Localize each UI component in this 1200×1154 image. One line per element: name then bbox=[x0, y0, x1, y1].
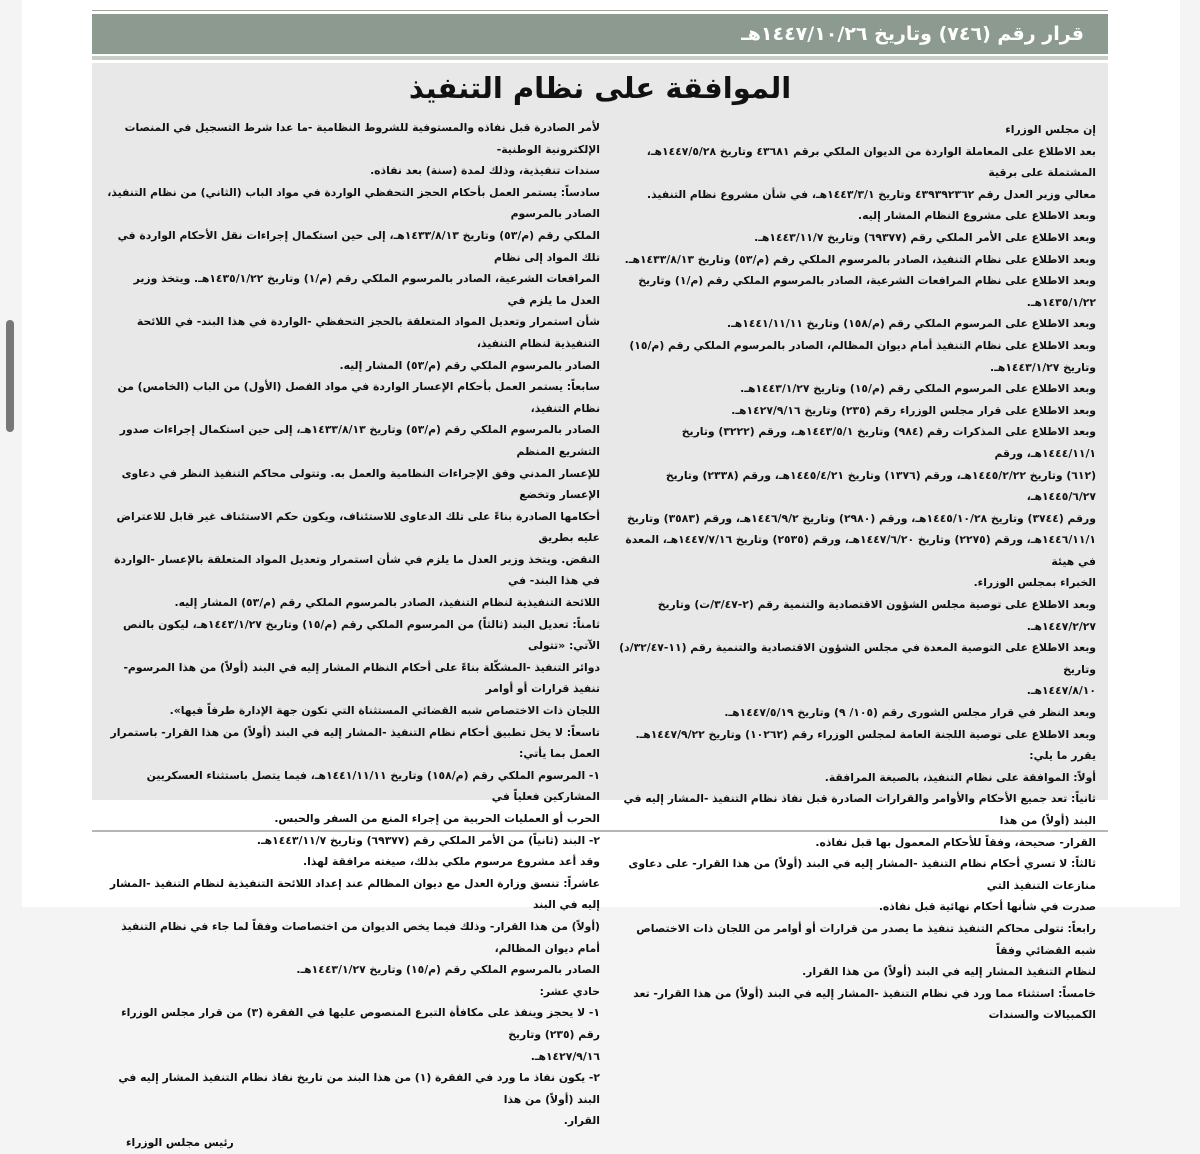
text-line: وبعد الاطلاع على نظام التنفيذ، الصادر بالمرسوم الملكي رقم (م/٥٣) وتاريخ ١٤٣٣/٨/١٣هـ. bbox=[624, 252, 1096, 266]
text-line: ١٤٢٧/٩/١٦هـ. bbox=[530, 1049, 600, 1063]
text-line: ١- لا يحجز وينفذ على مكافأة التبرع المنصوص عليها في الفقرة (٣) من قرار مجلس الوزراء رقم (٢٣٥) وتاريخ bbox=[121, 1006, 600, 1041]
text-line: الملكي رقم (م/٥٣) وتاريخ ١٤٣٣/٨/١٣هـ، إلى حين استكمال إجراءات نقل الأحكام الواردة في تلك المواد إلى نظام bbox=[117, 228, 600, 264]
text-line: الخبراء بمجلس الوزراء. bbox=[973, 576, 1096, 590]
text-line: الحرب أو العمليات الحربية من إجراء المنع من السفر والحبس. bbox=[274, 812, 600, 825]
decision-header bbox=[92, 14, 1108, 54]
text-line: وبعد الاطلاع على المرسوم الملكي رقم (م/١٥) وتاريخ ١٤٤٣/١/٢٧هـ. bbox=[740, 382, 1096, 396]
text-line: وبعد الاطلاع على توصية اللجنة العامة لمجلس الوزراء رقم (١٠٢٦٢) وتاريخ ١٤٤٧/٩/٢٢هـ. bbox=[635, 727, 1096, 741]
text-line: وبعد الاطلاع على نظام التنفيذ أمام ديوان المظالم، الصادر بالمرسوم الملكي رقم (م/١٥) وتاريخ ١٤٤٣/١/٢٧هـ. bbox=[629, 338, 1096, 374]
text-line: للإعسار المدني وفق الإجراءات النظامية والعمل به. وتتولى محاكم التنفيذ النظر في دعاوى الإعسار وتخضع bbox=[121, 466, 600, 502]
text-line: شأن استمرار وتعديل المواد المتعلقة بالحجز التحفظي -الواردة في هذا البند- في اللائحة التنفيذية لنظام التنفيذ، bbox=[136, 315, 600, 350]
text-line: عاشراً: تنسق وزارة العدل مع ديوان المظالم عند إعداد اللائحة التنفيذية لنظام التنفيذ -المشار إليه في البند bbox=[109, 876, 600, 912]
text-line: لنظام التنفيذ المشار إليه في البند (أولاً) من هذا القرار. bbox=[802, 965, 1096, 979]
text-line: أولاً: الموافقة على نظام التنفيذ، بالصيغة المرافقة. bbox=[824, 770, 1096, 784]
text-line: حادي عشر: bbox=[539, 984, 600, 998]
text-line: وبعد الاطلاع على نظام المرافعات الشرعية، الصادر بالمرسوم الملكي رقم (م/١) وتاريخ ١٤٣٥/١/٢٢هـ. bbox=[638, 274, 1096, 309]
text-line: الصادر بالمرسوم الملكي رقم (م/٥٣) وتاريخ ١٤٣٣/٨/١٣هـ، إلى حين استكمال إجراءات صدور التشريع المنظم bbox=[119, 423, 600, 458]
text-line: وقد أعد مشروع مرسوم ملكي بذلك، صيغته مرافقة لهذا. bbox=[303, 855, 600, 869]
text-line: ١- المرسوم الملكي رقم (م/١٥٨) وتاريخ ١٤٤١/١١/١١هـ، فيما يتصل باستثناء العسكريين المشاركين فعلياً في bbox=[146, 768, 600, 804]
text-line: وبعد الاطلاع على توصية مجلس الشؤون الاقتصادية والتنمية رقم (٢-٣/٤٧/ت) وتاريخ ١٤٤٧/٢/٢٧هـ. bbox=[657, 598, 1096, 633]
text-line: وبعد النظر في قرار مجلس الشورى رقم (١٠٥/ ٩) وتاريخ ١٤٤٧/٥/١٩هـ. bbox=[724, 706, 1096, 720]
text-line: ٢- يكون نفاذ ما ورد في الفقرة (١) من هذا البند من تاريخ نفاذ نظام التنفيذ المشار إليه في البند (أولاً) من هذا bbox=[118, 1071, 600, 1106]
text-line: دوائر التنفيذ -المشكّلة بناءً على أحكام النظام المشار إليه في البند (أولاً) من هذا المرسوم- تنفيذ قرارات أو أوامر bbox=[123, 660, 600, 696]
text-line: سادساً: يستمر العمل بأحكام الحجز التحفظي الواردة في مواد الباب (الثاني) من نظام التنفيذ، الصادر بالمرسوم bbox=[107, 185, 600, 221]
text-line: اللجان ذات الاختصاص شبه القضائي المستثناة التي تكون جهة الإدارة طرفاً فيها». bbox=[169, 704, 600, 718]
document-body bbox=[92, 63, 1108, 1149]
header-separator bbox=[92, 56, 1108, 60]
text-line: (٦١٢) وتاريخ ١٤٤٥/٢/٢٢هـ، ورقم (١٣٧٦) وتاريخ ١٤٤٥/٤/٢١هـ، ورقم (٢٣٣٨) وتاريخ ١٤٤٥/٦/٢٧هـ، bbox=[665, 468, 1096, 504]
text-line: سابعاً: يستمر العمل بأحكام الإعسار الواردة في مواد الفصل (الأول) من الباب (الخامس) من نظام التنفيذ، bbox=[117, 380, 600, 415]
top-rule bbox=[92, 10, 1108, 11]
text-line: الصادر بالمرسوم الملكي رقم (م/٥٣) المشار إليه. bbox=[339, 358, 600, 372]
text-line: وبعد الاطلاع على المرسوم الملكي رقم (م/١٥٨) وتاريخ ١٤٤١/١١/١١هـ. bbox=[727, 317, 1096, 331]
text-line: وبعد الاطلاع على الأمر الملكي رقم (٦٩٣٧٧) وتاريخ ١٤٤٣/١١/٧هـ. bbox=[754, 230, 1096, 244]
text-line: الصادر بالمرسوم الملكي رقم (م/١٥) وتاريخ ١٤٤٣/١/٢٧هـ. bbox=[296, 963, 600, 977]
text-line: ثامناً: تعديل البند (ثالثاً) من المرسوم الملكي رقم (م/١٥) وتاريخ ١٤٤٣/١/٢٧هـ، ليكون بالنص الآتي: «تتولى bbox=[123, 617, 600, 653]
text-line: يقرر ما يلي: bbox=[1029, 749, 1096, 763]
text-line: إن مجلس الوزراء bbox=[1005, 123, 1096, 136]
bottom-rule bbox=[92, 830, 1108, 832]
text-line: أحكامها الصادرة بناءً على تلك الدعاوى للاستئناف، ويكون حكم الاستئناف غير قابل للاعتراض عليه بطريق bbox=[116, 509, 600, 545]
text-line: لأمر الصادرة قبل نفاذه والمستوفية للشروط النظامية -ما عدا شرط التسجيل في المنصات الإلكترونية الوطنية- bbox=[124, 121, 600, 156]
text-line: القرار. bbox=[563, 1114, 600, 1128]
text-line: معالي وزير العدل رقم ٤٣٩٣٩٢٣٦٢ وتاريخ ١٤٤٣/٣/١هـ، في شأن مشروع نظام التنفيذ. bbox=[647, 187, 1096, 201]
text-line: تاسعاً: لا يخل تطبيق أحكام نظام التنفيذ -المشار إليه في البند (أولاً) من هذا القرار- باستمرار العمل بما يأتي: bbox=[110, 725, 600, 761]
text-line: رابعاً: تتولى محاكم التنفيذ تنفيذ ما يصدر من قرارات أو أوامر من اللجان ذات الاختصاص شبه القضائي وفقاً bbox=[636, 921, 1096, 957]
text-line: صدرت في شأنها أحكام نهائية قبل نفاذه. bbox=[878, 900, 1096, 914]
text-line: بعد الاطلاع على المعاملة الواردة من الديوان الملكي برقم ٤٣٦٨١ وتاريخ ١٤٤٧/٥/٢٨هـ، المشتملة على برقية bbox=[646, 144, 1096, 180]
text-line: وبعد الاطلاع على قرار مجلس الوزراء رقم (٢٣٥) وتاريخ ١٤٢٧/٩/١٦هـ. bbox=[731, 403, 1096, 417]
text-line: ثانياً: تعد جميع الأحكام والأوامر والقرارات الصادرة قبل نفاذ نظام التنفيذ -المشار إليه في البند (أولاً) من هذا bbox=[623, 792, 1096, 827]
text-line: النقض. ويتخذ وزير العدل ما يلزم في شأن استمرار وتعديل المواد المتعلقة بالإعسار -الواردة في هذا البند- في bbox=[114, 552, 600, 588]
left-column bbox=[104, 117, 600, 1154]
right-column bbox=[612, 119, 1096, 1026]
text-line: خامساً: استثناء مما ورد في نظام التنفيذ -المشار إليه في البند (أولاً) من هذا القرار- تعد الكمبيالات والسندات bbox=[633, 986, 1096, 1022]
text-line: المرافعات الشرعية، الصادر بالمرسوم الملكي رقم (م/١) وتاريخ ١٤٣٥/١/٢٢هـ. ويتخذ وزير العدل ما يلزم في bbox=[133, 272, 600, 307]
text-line: وبعد الاطلاع على المذكرات رقم (٩٨٤) وتاريخ ١٤٤٣/٥/١هـ، ورقم (٣٢٢٢) وتاريخ ١٤٤٤/١١/١هـ، ورقم bbox=[681, 425, 1096, 460]
text-line: وبعد الاطلاع على مشروع النظام المشار إليه. bbox=[857, 209, 1096, 223]
text-line: سندات تنفيذية، وذلك لمدة (سنة) بعد نفاذه. bbox=[370, 164, 600, 178]
text-line: القرار- صحيحة، وفقاً للأحكام المعمول بها قبل نفاذه. bbox=[815, 835, 1096, 849]
text-line: ٢- البند (ثانياً) من الأمر الملكي رقم (٦٩٣٧٧) وتاريخ ١٤٤٣/١١/٧هـ. bbox=[256, 833, 600, 847]
scroll-indicator[interactable] bbox=[6, 320, 14, 432]
text-line: ثالثاً: لا تسري أحكام نظام التنفيذ -المشار إليه في البند (أولاً) من هذا القرار- على دعاوى منازعات التنفيذ التي bbox=[628, 857, 1096, 892]
text-line: ١٤٤٦/١١/١هـ، ورقم (٢٢٧٥) وتاريخ ١٤٤٧/٦/٢٠هـ، ورقم (٢٥٣٥) وتاريخ ١٤٤٧/٧/١٦هـ، المعدة في هيئة bbox=[625, 533, 1096, 568]
text-line: (أولاً) من هذا القرار- وذلك فيما يخص الديوان من اختصاصات وفقاً لما جاء في نظام التنفيذ أمام ديوان المظالم، bbox=[121, 919, 600, 955]
text-line: اللائحة التنفيذية لنظام التنفيذ، الصادر بالمرسوم الملكي رقم (م/٥٣) المشار إليه. bbox=[174, 596, 600, 610]
decision-number-title: قرار رقم (٧٤٦) وتاريخ ١٤٤٧/١٠/٢٦هـ bbox=[741, 23, 1084, 45]
text-line: وبعد الاطلاع على التوصية المعدة في مجلس الشؤون الاقتصادية والتنمية رقم (١١-٣٢/٤٧/د) وتاريخ bbox=[619, 641, 1096, 676]
document-title: الموافقة على نظام التنفيذ bbox=[408, 71, 792, 105]
text-line: ورقم (٣٧٤٤) وتاريخ ١٤٤٥/١٠/٢٨هـ، ورقم (٢٩٨٠) وتاريخ ١٤٤٦/٩/٢هـ، ورقم (٣٥٨٣) وتاريخ bbox=[627, 511, 1096, 525]
text-line: ١٤٤٧/٨/١٠هـ. bbox=[1026, 684, 1096, 698]
signature: رئيس مجلس الوزراء bbox=[126, 1135, 234, 1149]
